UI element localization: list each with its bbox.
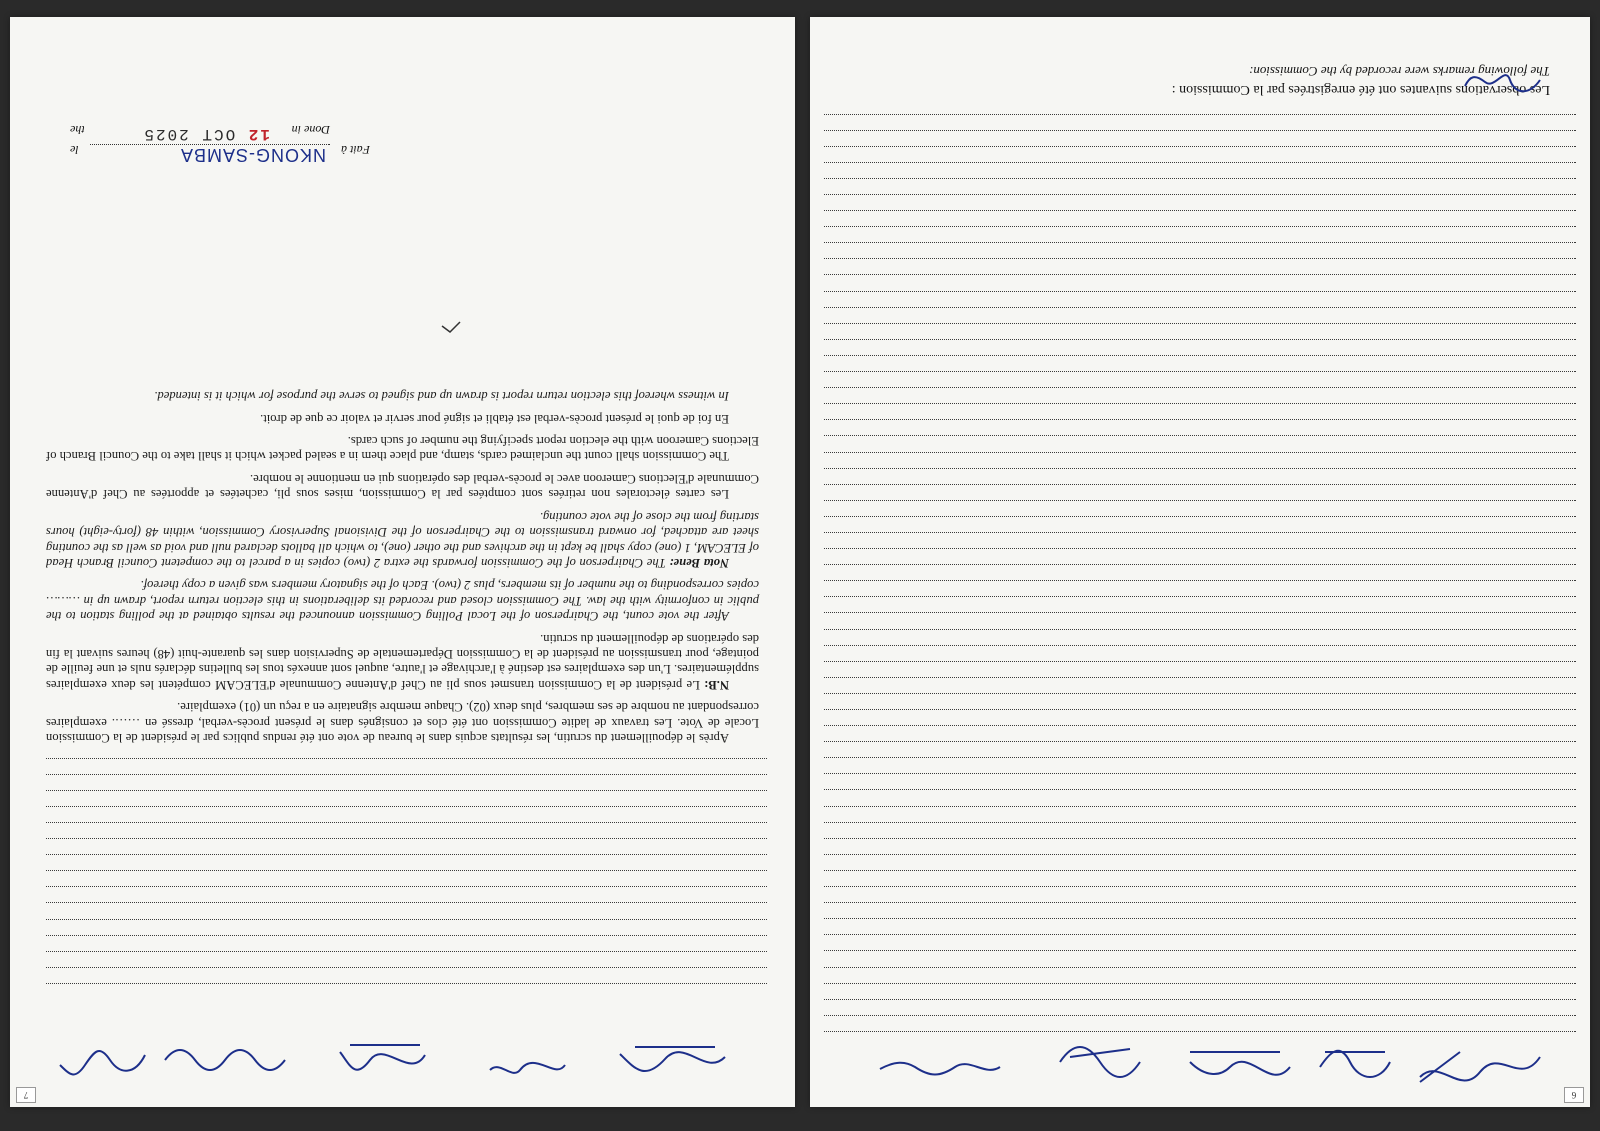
- nb-text-english: The Chairperson of the Commission forwards the extra 2 (two) copies in a parcel to the competent Council Branch Head of ELECAM, 1 (one) copy shall be kept in the archives and the other (one), to which all ballots declared null and void as well as the counting sheet are attached, for onward transmission to the Chairperson of the Divisional Supervisory Commission, within 48 (forty-eight) hours starting from the close of the vote counting.: [46, 509, 759, 570]
- page-number: 6: [1564, 1087, 1584, 1103]
- closing-statements: [46, 381, 759, 745]
- paragraph-witness-french: En foi de quoi le présent procès-verbal est établi et signé pour servir et valoir ce que de droit.: [260, 411, 729, 426]
- nb-text-french: Le président de la Commission transmet sous pli au Chef d'Antenne Communale d'ELECAM compétent les deux exemplaires supplémentaires. L'un des exemplaires est destiné à l'archivage et l'autre, auquel sont annexés tous les bulletins déclarés nuls et une feuille de pointage, pour transmission au président de la Commission Départementale de Supervision dans les quarante-huit (48) heures suivant la fin des opérations de dépouillement du scrutin.: [46, 631, 759, 692]
- paragraph-nb-french: [46, 630, 759, 692]
- nb-label-french: N.B:: [704, 677, 729, 692]
- paragraph-closing-english: After the vote count, the Chairperson of the Local Polling Commission announced the results obtained at the polling station to the public in conformity with the law. The Commission closed and recorded its deliberations in this election return report, drawn up in ……… copies corresponding to the number of its members, plus 2 (two). Each of the signatory members was given a copy thereof.: [46, 578, 759, 624]
- remarks-heading-english: The following remarks were recorded by the Commission:: [1248, 64, 1550, 79]
- nb-label-english: Nota Bene:: [669, 555, 729, 570]
- paragraph-witness-english: In witness whereof this election return report is drawn up and signed to serve the purpose for which it is intended.: [154, 389, 729, 404]
- page-number: 7: [16, 1087, 36, 1103]
- member-signatures: [35, 1035, 755, 1095]
- paragraph-cards-french: Les cartes électorales non retirées sont comptées par la Commission, mises sous pli, cachetées et apportées au Chef d'Antenne Communale d'Elections Cameroon avec le procès-verbal des opérations qui en mentionne le nombre.: [46, 471, 759, 502]
- paragraph-cards-english: The Commission shall count the unclaimed cards, stamp, and place them in a sealed packet which it shall take to the Council Branch of Elections Cameroon with the election report specifying the number of such cards.: [46, 434, 759, 464]
- remarks-heading-french: Les observations suivantes ont été enregistrées par la Commission :: [1171, 82, 1550, 97]
- paragraph-nb-english: [46, 508, 759, 570]
- place-name: NKONG-SAMBA: [179, 145, 326, 165]
- page-6: [810, 17, 1590, 1107]
- done-label-french: Fait à: [341, 143, 370, 157]
- le-label: le: [70, 143, 79, 157]
- remarks-signature: [1460, 72, 1550, 102]
- signature-dotted-line: [90, 144, 330, 145]
- remarks-ruled-lines: [824, 114, 1576, 1047]
- done-label-english: Done in: [291, 123, 330, 137]
- paragraph-closing-french: Après le dépouillement du scrutin, les résultats acquis dans le bureau de vote ont été rendus publics par le président de la Commission Locale de Vote. Les travaux de ladite Commission ont été clos et consignés dans le présent procès-verbal, dressé en ……. exemplaires correspondant au nombre de ses membres, plus deux (02). Chaque membre signataire en a reçu un (01) exemplaire.: [46, 700, 759, 745]
- ink-mark: [425, 317, 465, 337]
- date-day: 12: [246, 125, 270, 143]
- date-stamp: [142, 125, 270, 143]
- done-at-block: [50, 117, 370, 165]
- remarks-heading: [870, 63, 1550, 97]
- remarks-ruled-lines-continued: [46, 758, 767, 999]
- the-label: the: [70, 123, 85, 137]
- page-7: [10, 17, 795, 1107]
- date-month-year: OCT 2025: [142, 125, 236, 143]
